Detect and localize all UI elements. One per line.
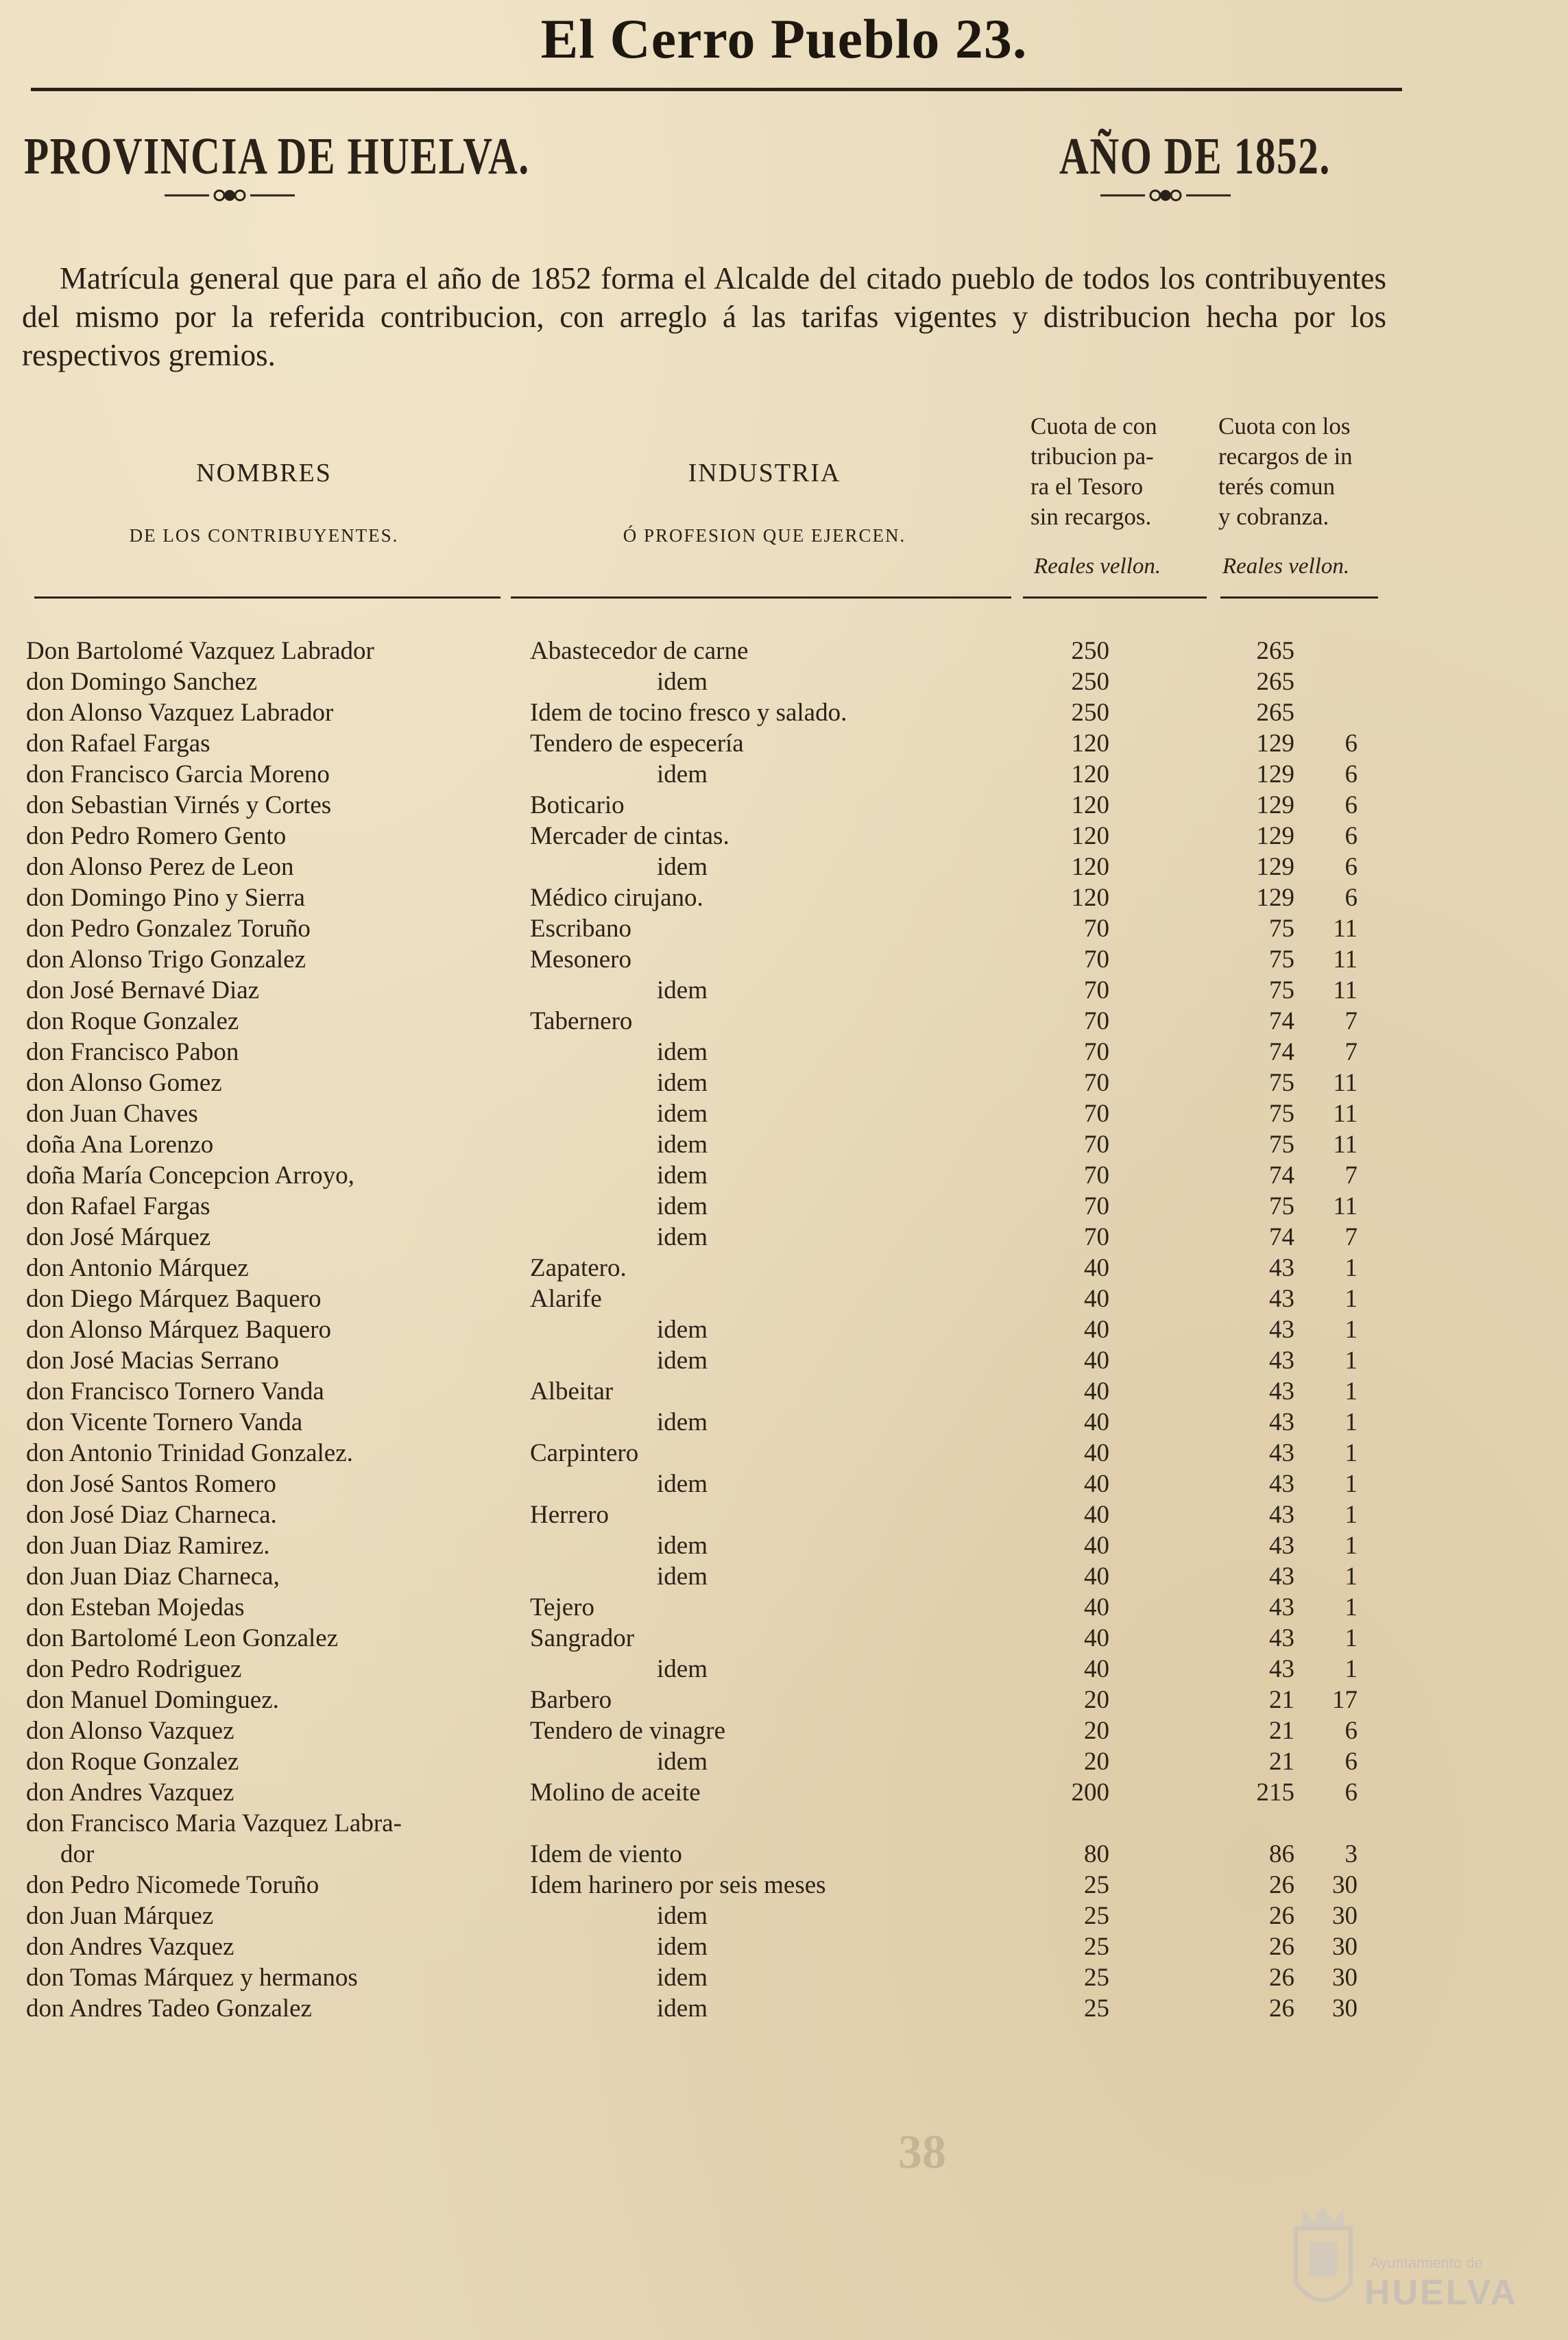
quota-surcharge-cents: 6: [1344, 1778, 1358, 1807]
industry-label: Alarife: [530, 1285, 602, 1313]
quota-treasury: 40: [1084, 1655, 1109, 1683]
table-row: [0, 1562, 1568, 1593]
industry-label: Boticario: [530, 791, 625, 819]
quota-surcharge-cents: 1: [1344, 1408, 1358, 1436]
header-cuota-tesoro: [1030, 411, 1209, 532]
contributor-name: don Roque Gonzalez: [26, 1007, 239, 1035]
contributor-name: don Francisco Tornero Vanda: [26, 1377, 324, 1406]
quota-surcharge: 43: [1269, 1439, 1294, 1467]
header-cuota-recargos-line: y cobranza.: [1218, 503, 1329, 530]
industry-label: Tejero: [530, 1593, 594, 1621]
quota-surcharge: 43: [1269, 1377, 1294, 1406]
quota-surcharge: 21: [1269, 1748, 1294, 1776]
quota-treasury: 40: [1084, 1285, 1109, 1313]
industry-label: idem: [657, 1655, 708, 1683]
quota-treasury: 70: [1084, 1161, 1109, 1190]
table-row: [0, 945, 1568, 976]
industry-label: idem: [657, 976, 708, 1004]
quota-surcharge-cents: 1: [1344, 1254, 1358, 1282]
quota-surcharge: 74: [1269, 1007, 1294, 1035]
quota-surcharge: 21: [1269, 1717, 1294, 1745]
page-number: 38: [898, 2126, 946, 2179]
table-row: [0, 1932, 1568, 1963]
quota-surcharge-cents: 1: [1344, 1593, 1358, 1621]
quota-treasury: 40: [1084, 1593, 1109, 1621]
contributor-name: don Alonso Gomez: [26, 1069, 222, 1097]
quota-treasury: 120: [1071, 853, 1109, 881]
header-cuota-recargos-line: Cuota con los: [1218, 413, 1351, 439]
contributor-name: don Alonso Márquez Baquero: [26, 1316, 331, 1344]
table-row: [0, 976, 1568, 1006]
contributor-name: don Antonio Márquez: [26, 1254, 249, 1282]
quota-treasury: 25: [1084, 1902, 1109, 1930]
quota-surcharge: 75: [1269, 976, 1294, 1004]
contributor-name: dor: [60, 1840, 95, 1868]
quota-surcharge: 129: [1256, 791, 1294, 819]
quota-surcharge: 43: [1269, 1408, 1294, 1436]
contributor-name: don Andres Vazquez: [26, 1933, 234, 1961]
quota-treasury: 120: [1071, 884, 1109, 912]
quota-surcharge: 74: [1269, 1038, 1294, 1066]
industry-label: idem: [657, 1038, 708, 1066]
quota-surcharge: 129: [1256, 729, 1294, 758]
quota-treasury: 25: [1084, 1964, 1109, 1992]
table-row: [0, 1994, 1568, 2025]
contributor-name: don Antonio Trinidad Gonzalez.: [26, 1439, 353, 1467]
title-rule: [31, 88, 1402, 91]
quota-surcharge-cents: 1: [1344, 1316, 1358, 1344]
table-row: [0, 883, 1568, 914]
quota-treasury: 70: [1084, 1100, 1109, 1128]
quota-surcharge-cents: 1: [1344, 1624, 1358, 1652]
table-row: [0, 1593, 1568, 1624]
table-row: [0, 1377, 1568, 1408]
quota-treasury: 70: [1084, 1192, 1109, 1220]
industry-label: idem: [657, 760, 708, 788]
contributor-name: don Domingo Sanchez: [26, 668, 258, 696]
contributor-name: don Domingo Pino y Sierra: [26, 884, 305, 912]
quota-surcharge: 26: [1269, 1902, 1294, 1930]
quota-surcharge-cents: 30: [1332, 1964, 1358, 1992]
industry-label: idem: [657, 1470, 708, 1498]
industry-label: idem: [657, 1161, 708, 1190]
quota-treasury: 40: [1084, 1532, 1109, 1560]
contributor-name: doña Ana Lorenzo: [26, 1131, 214, 1159]
table-row: [0, 1438, 1568, 1469]
industry-label: Idem de viento: [530, 1840, 682, 1868]
contributor-name: don Andres Vazquez: [26, 1778, 234, 1807]
quota-surcharge-cents: 7: [1344, 1038, 1358, 1066]
contributor-name: don Pedro Nicomede Toruño: [26, 1871, 319, 1899]
header-cuota-recargos: [1218, 411, 1403, 532]
header-cuota-recargos-unit: Reales vellon.: [1222, 554, 1350, 579]
quota-treasury: 40: [1084, 1501, 1109, 1529]
industry-label: Tendero de vinagre: [530, 1717, 726, 1745]
quota-treasury: 20: [1084, 1717, 1109, 1745]
quota-treasury: 80: [1084, 1840, 1109, 1868]
industry-label: idem: [657, 1316, 708, 1344]
quota-surcharge: 265: [1256, 699, 1294, 727]
industry-label: idem: [657, 853, 708, 881]
header-cuota-tesoro-line: Cuota de con: [1030, 413, 1157, 439]
quota-surcharge: 74: [1269, 1223, 1294, 1251]
table-row: [0, 852, 1568, 883]
quota-surcharge: 26: [1269, 1871, 1294, 1899]
header-nombres-sub: DE LOS CONTRIBUYENTES.: [129, 525, 399, 546]
industry-label: Médico cirujano.: [530, 884, 703, 912]
contributor-name: don Esteban Mojedas: [26, 1593, 245, 1621]
table-row: [0, 1006, 1568, 1037]
header-rule-cuota-recargos: [1220, 596, 1378, 599]
industry-label: Molino de aceite: [530, 1778, 701, 1807]
quota-surcharge: 43: [1269, 1624, 1294, 1652]
quota-surcharge-cents: 7: [1344, 1223, 1358, 1251]
header-rule-industria: [511, 596, 1011, 599]
contributor-name: don Juan Chaves: [26, 1100, 198, 1128]
table-row: [0, 1870, 1568, 1901]
quota-surcharge-cents: 11: [1333, 1131, 1358, 1159]
industry-label: Barbero: [530, 1686, 612, 1714]
quota-surcharge: 74: [1269, 1161, 1294, 1190]
table-row: [0, 636, 1568, 667]
quota-surcharge: 215: [1256, 1778, 1294, 1807]
contributor-name: doña María Concepcion Arroyo,: [26, 1161, 354, 1190]
contributor-name: don Alonso Vazquez Labrador: [26, 699, 334, 727]
industry-label: Sangrador: [530, 1624, 635, 1652]
quota-treasury: 120: [1071, 822, 1109, 850]
page-title: El Cerro Pueblo 23.: [540, 8, 1028, 70]
contributor-name: don Francisco Maria Vazquez Labra-: [26, 1809, 402, 1837]
table-row: [0, 1778, 1568, 1809]
header-nombres: NOMBRES: [196, 459, 332, 487]
table-row: [0, 760, 1568, 791]
province-heading: PROVINCIA DE HUELVA.: [24, 128, 530, 185]
contributor-name: don Vicente Tornero Vanda: [26, 1408, 303, 1436]
quota-treasury: 40: [1084, 1377, 1109, 1406]
industry-label: idem: [657, 1748, 708, 1776]
industry-label: Mercader de cintas.: [530, 822, 729, 850]
quota-treasury: 70: [1084, 976, 1109, 1004]
quota-treasury: 20: [1084, 1748, 1109, 1776]
stamp-line1: Ayuntamiento de: [1370, 2254, 1483, 2271]
contributor-name: don Rafael Fargas: [26, 729, 210, 758]
contributor-name: Don Bartolomé Vazquez Labrador: [26, 637, 374, 665]
quota-surcharge-cents: 11: [1333, 945, 1358, 974]
quota-surcharge-cents: 11: [1333, 1069, 1358, 1097]
contributor-name: don Francisco Pabon: [26, 1038, 239, 1066]
contributor-name: don Andres Tadeo Gonzalez: [26, 1994, 312, 2023]
header-cuota-recargos-line: terés comun: [1218, 473, 1336, 500]
industry-label: idem: [657, 1964, 708, 1992]
table-row: [0, 1315, 1568, 1346]
table-row: [0, 1809, 1568, 1840]
quota-treasury: 120: [1071, 760, 1109, 788]
quota-surcharge-cents: 11: [1333, 1192, 1358, 1220]
stamp-line2: HUELVA: [1364, 2273, 1519, 2313]
contributor-name: don Pedro Gonzalez Toruño: [26, 915, 311, 943]
quota-surcharge-cents: 30: [1332, 1933, 1358, 1961]
industry-label: Idem harinero por seis meses: [530, 1871, 826, 1899]
quota-surcharge: 129: [1256, 884, 1294, 912]
table-row: [0, 1716, 1568, 1747]
quota-surcharge: 43: [1269, 1470, 1294, 1498]
contributor-name: don Roque Gonzalez: [26, 1748, 239, 1776]
header-rule-nombres: [34, 596, 500, 599]
contributor-name: don Juan Diaz Charneca,: [26, 1563, 280, 1591]
table-row: [0, 698, 1568, 729]
industry-label: idem: [657, 1408, 708, 1436]
quota-surcharge: 265: [1256, 637, 1294, 665]
table-row: [0, 1963, 1568, 1994]
industry-label: idem: [657, 668, 708, 696]
industry-label: Tabernero: [530, 1007, 633, 1035]
header-cuota-tesoro-unit: Reales vellon.: [1034, 554, 1161, 579]
quota-surcharge-cents: 30: [1332, 1994, 1358, 2023]
industry-label: idem: [657, 1902, 708, 1930]
table-row: [0, 1747, 1568, 1778]
quota-surcharge-cents: 6: [1344, 760, 1358, 788]
industry-label: Herrero: [530, 1501, 610, 1529]
table-row: [0, 1037, 1568, 1068]
quota-surcharge-cents: 6: [1344, 822, 1358, 850]
table-row: [0, 1192, 1568, 1222]
contributor-name: don Alonso Perez de Leon: [26, 853, 294, 881]
header-industria: INDUSTRIA: [688, 459, 841, 487]
quota-treasury: 200: [1071, 1778, 1109, 1807]
quota-treasury: 40: [1084, 1439, 1109, 1467]
quota-surcharge-cents: 6: [1344, 1748, 1358, 1776]
table-row: [0, 1531, 1568, 1562]
table-row: [0, 1408, 1568, 1438]
quota-treasury: 250: [1071, 699, 1109, 727]
header-rule-cuota-tesoro: [1023, 596, 1207, 599]
contributor-name: don Bartolomé Leon Gonzalez: [26, 1624, 339, 1652]
quota-surcharge: 75: [1269, 915, 1294, 943]
table-row: [0, 667, 1568, 698]
quota-treasury: 70: [1084, 1038, 1109, 1066]
header-cuota-tesoro-line: tribucion pa-: [1030, 443, 1154, 470]
quota-surcharge: 75: [1269, 945, 1294, 974]
quota-treasury: 70: [1084, 1007, 1109, 1035]
header-cuota-tesoro-line: sin recargos.: [1030, 503, 1152, 530]
quota-treasury: 250: [1071, 637, 1109, 665]
table-row: [0, 821, 1568, 852]
quota-surcharge: 129: [1256, 853, 1294, 881]
quota-surcharge-cents: 6: [1344, 884, 1358, 912]
huelva-council-stamp: [1282, 2201, 1529, 2324]
industry-label: Zapatero.: [530, 1254, 627, 1282]
quota-surcharge: 86: [1269, 1840, 1294, 1868]
table-row: [0, 729, 1568, 760]
quota-surcharge-cents: 30: [1332, 1902, 1358, 1930]
table-row: [0, 1130, 1568, 1161]
contributor-name: don Alonso Trigo Gonzalez: [26, 945, 306, 974]
table-row: [0, 1624, 1568, 1654]
industry-label: Idem de tocino fresco y salado.: [530, 699, 847, 727]
quota-surcharge-cents: 6: [1344, 1717, 1358, 1745]
quota-treasury: 70: [1084, 1131, 1109, 1159]
quota-surcharge-cents: 7: [1344, 1007, 1358, 1035]
quota-treasury: 70: [1084, 1223, 1109, 1251]
quota-surcharge-cents: 17: [1332, 1686, 1358, 1714]
quota-surcharge: 75: [1269, 1100, 1294, 1128]
contributor-name: don José Macias Serrano: [26, 1347, 279, 1375]
industry-label: Carpintero: [530, 1439, 639, 1467]
quota-treasury: 40: [1084, 1316, 1109, 1344]
table-row: [0, 1099, 1568, 1130]
quota-surcharge-cents: 11: [1333, 976, 1358, 1004]
quota-treasury: 40: [1084, 1624, 1109, 1652]
quota-surcharge: 129: [1256, 822, 1294, 850]
quota-surcharge: 129: [1256, 760, 1294, 788]
industry-label: idem: [657, 1933, 708, 1961]
contributor-name: don Diego Márquez Baquero: [26, 1285, 322, 1313]
quota-surcharge-cents: 1: [1344, 1347, 1358, 1375]
quota-surcharge: 43: [1269, 1347, 1294, 1375]
industry-label: idem: [657, 1347, 708, 1375]
industry-label: idem: [657, 1532, 708, 1560]
table-row: [0, 1284, 1568, 1315]
quota-treasury: 40: [1084, 1563, 1109, 1591]
quota-surcharge-cents: 1: [1344, 1532, 1358, 1560]
contributor-name: don Pedro Romero Gento: [26, 822, 287, 850]
quota-surcharge: 26: [1269, 1994, 1294, 2023]
quota-treasury: 40: [1084, 1347, 1109, 1375]
table-row: [0, 1685, 1568, 1716]
crest-icon: [1282, 2201, 1364, 2321]
quota-treasury: 40: [1084, 1254, 1109, 1282]
quota-surcharge-cents: 1: [1344, 1563, 1358, 1591]
ornament-left: [161, 185, 298, 206]
table-row: [0, 1500, 1568, 1531]
quota-surcharge: 265: [1256, 668, 1294, 696]
industry-label: idem: [657, 1223, 708, 1251]
quota-surcharge-cents: 6: [1344, 729, 1358, 758]
quota-treasury: 40: [1084, 1470, 1109, 1498]
quota-surcharge-cents: 1: [1344, 1439, 1358, 1467]
quota-surcharge: 21: [1269, 1686, 1294, 1714]
quota-surcharge: 26: [1269, 1964, 1294, 1992]
industry-label: idem: [657, 1100, 708, 1128]
quota-surcharge-cents: 1: [1344, 1285, 1358, 1313]
industry-label: Mesonero: [530, 945, 631, 974]
table-row: [0, 1469, 1568, 1500]
quota-treasury: 25: [1084, 1871, 1109, 1899]
quota-surcharge: 75: [1269, 1192, 1294, 1220]
contributor-name: don Juan Diaz Ramirez.: [26, 1532, 270, 1560]
quota-treasury: 40: [1084, 1408, 1109, 1436]
quota-surcharge-cents: 30: [1332, 1871, 1358, 1899]
quota-surcharge: 43: [1269, 1501, 1294, 1529]
industry-label: Tendero de especería: [530, 729, 744, 758]
contributor-name: don Manuel Dominguez.: [26, 1686, 279, 1714]
year-heading: AÑO DE 1852.: [1059, 128, 1331, 185]
contributor-name: don Tomas Márquez y hermanos: [26, 1964, 358, 1992]
industry-label: idem: [657, 1131, 708, 1159]
table-row: [0, 1253, 1568, 1284]
contributor-name: don Alonso Vazquez: [26, 1717, 234, 1745]
industry-label: Escribano: [530, 915, 631, 943]
table-row: [0, 791, 1568, 821]
industry-label: idem: [657, 1994, 708, 2023]
quota-surcharge-cents: 1: [1344, 1377, 1358, 1406]
quota-treasury: 25: [1084, 1933, 1109, 1961]
industry-label: Albeitar: [530, 1377, 614, 1406]
quota-surcharge-cents: 3: [1344, 1840, 1358, 1868]
table-row: [0, 1901, 1568, 1932]
ornament-right: [1097, 185, 1234, 206]
quota-treasury: 20: [1084, 1686, 1109, 1714]
quota-treasury: 120: [1071, 791, 1109, 819]
industry-label: idem: [657, 1563, 708, 1591]
contributor-name: don Juan Márquez: [26, 1902, 214, 1930]
quota-treasury: 250: [1071, 668, 1109, 696]
quota-surcharge-cents: 1: [1344, 1470, 1358, 1498]
quota-surcharge: 43: [1269, 1532, 1294, 1560]
quota-surcharge: 75: [1269, 1131, 1294, 1159]
contributor-name: don Sebastian Virnés y Cortes: [26, 791, 332, 819]
quota-treasury: 120: [1071, 729, 1109, 758]
quota-surcharge: 43: [1269, 1563, 1294, 1591]
quota-surcharge-cents: 6: [1344, 791, 1358, 819]
quota-surcharge-cents: 11: [1333, 915, 1358, 943]
quota-surcharge-cents: 7: [1344, 1161, 1358, 1190]
header-cuota-tesoro-line: ra el Tesoro: [1030, 473, 1144, 500]
quota-surcharge-cents: 6: [1344, 853, 1358, 881]
contributor-name: don Rafael Fargas: [26, 1192, 210, 1220]
quota-surcharge-cents: 11: [1333, 1100, 1358, 1128]
quota-surcharge-cents: 1: [1344, 1501, 1358, 1529]
industry-label: Abastecedor de carne: [530, 637, 749, 665]
contributor-name: don José Diaz Charneca.: [26, 1501, 277, 1529]
industry-label: idem: [657, 1192, 708, 1220]
contributor-name: don Francisco Garcia Moreno: [26, 760, 330, 788]
quota-treasury: 70: [1084, 915, 1109, 943]
table-row: [0, 1346, 1568, 1377]
quota-surcharge: 26: [1269, 1933, 1294, 1961]
quota-surcharge: 43: [1269, 1593, 1294, 1621]
industry-label: idem: [657, 1069, 708, 1097]
table-row: [0, 1161, 1568, 1192]
quota-surcharge: 43: [1269, 1254, 1294, 1282]
table-row: [0, 1654, 1568, 1685]
table-row: [0, 1222, 1568, 1253]
contributor-name: don Pedro Rodriguez: [26, 1655, 242, 1683]
quota-surcharge: 43: [1269, 1285, 1294, 1313]
table-row: [0, 1068, 1568, 1099]
quota-treasury: 25: [1084, 1994, 1109, 2023]
table-row: [0, 914, 1568, 945]
quota-treasury: 70: [1084, 1069, 1109, 1097]
quota-surcharge: 43: [1269, 1655, 1294, 1683]
contributor-name: don José Santos Romero: [26, 1470, 276, 1498]
table-row: [0, 1840, 1568, 1870]
header-cuota-recargos-line: recargos de in: [1218, 443, 1353, 470]
header-industria-sub: Ó PROFESION QUE EJERCEN.: [623, 525, 906, 546]
quota-treasury: 70: [1084, 945, 1109, 974]
quota-surcharge-cents: 1: [1344, 1655, 1358, 1683]
quota-surcharge: 43: [1269, 1316, 1294, 1344]
contributor-name: don José Márquez: [26, 1223, 211, 1251]
intro-paragraph: Matrícula general que para el año de 1852 forma el Alcalde del citado pueblo de todos los contribuyentes del mismo por la referida contribucion, con arreglo á las tarifas vigentes y distribucion hecha por los respectivos gremios.: [22, 261, 1386, 372]
contributor-name: don José Bernavé Diaz: [26, 976, 260, 1004]
quota-surcharge: 75: [1269, 1069, 1294, 1097]
